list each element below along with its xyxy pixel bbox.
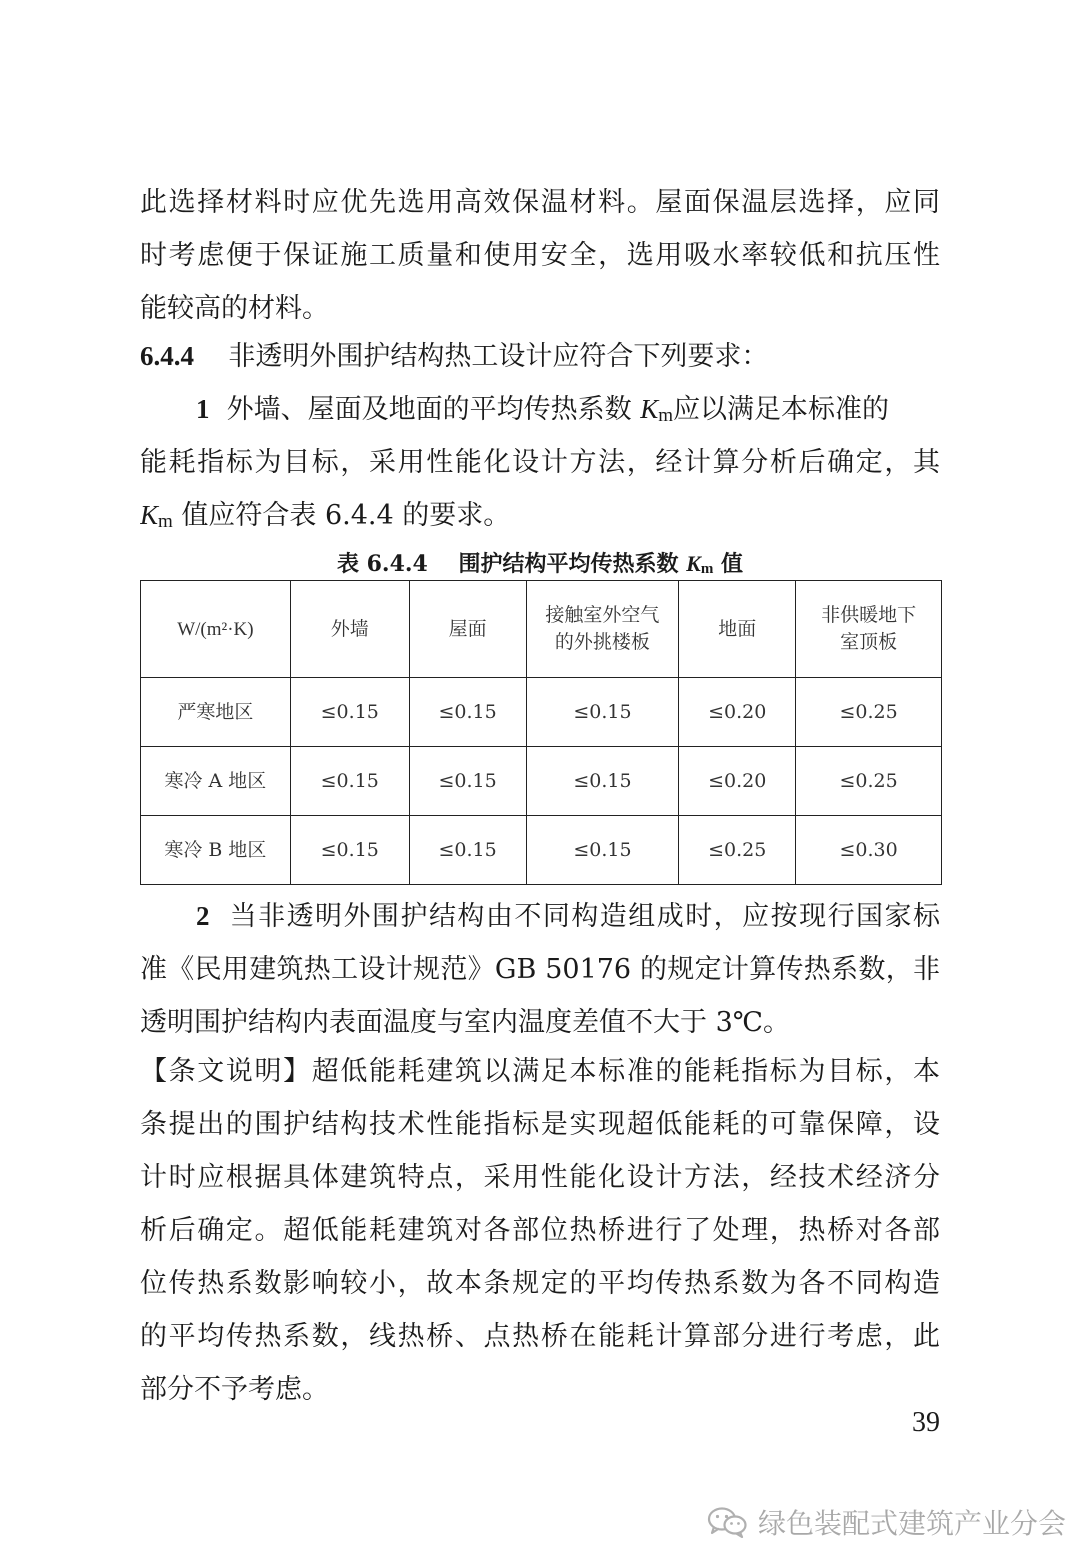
table-corner-unit: W/(m²·K) <box>141 581 291 678</box>
value-cell: ≤0.20 <box>679 678 796 747</box>
value-cell: ≤0.15 <box>526 747 679 816</box>
header-cell: 外墙 <box>290 581 409 678</box>
table-caption <box>140 548 940 583</box>
section-number: 6.4.4 <box>140 341 194 371</box>
caption-suffix: 值 <box>721 551 744 577</box>
value-cell: ≤0.15 <box>290 747 409 816</box>
m-subscript: m <box>658 405 674 426</box>
item-number: 1 <box>196 394 210 424</box>
value-cell: ≤0.15 <box>290 816 409 885</box>
region-cell: 寒冷 A 地区 <box>141 747 291 816</box>
m-subscript: m <box>158 511 173 532</box>
caption-number: 表 6.4.4 <box>336 551 428 577</box>
explanation-label: 【条文说明】 <box>140 1056 312 1087</box>
caption-k-symbol: K <box>686 551 701 576</box>
k-symbol: K <box>140 500 159 530</box>
value-cell: ≤0.15 <box>526 678 679 747</box>
page-number: 39 <box>912 1407 940 1438</box>
clause-item-2 <box>140 890 940 1049</box>
text-line: 计时应根据具体建筑特点，采用性能化设计方法，经技术经济分 <box>140 1162 940 1193</box>
value-cell: ≤0.15 <box>526 816 679 885</box>
header-cell: 接触室外空气 的外挑楼板 <box>526 581 679 678</box>
table-header-row <box>141 581 942 678</box>
text-line: 时考虑便于保证施工质量和使用安全，选用吸水率较低和抗压性 <box>140 240 940 271</box>
item-number: 2 <box>196 901 210 931</box>
table-row <box>141 678 942 747</box>
clause-item-1 <box>140 383 940 542</box>
caption-m-subscript: m <box>700 561 714 577</box>
watermark-text: 绿色装配式建筑产业分会 <box>758 1507 1067 1540</box>
text-line: 析后确定。超低能耗建筑对各部位热桥进行了处理，热桥对各部 <box>140 1215 940 1246</box>
item-text: 值应符合表 6.4.4 的要求。 <box>181 500 511 531</box>
value-cell: ≤0.15 <box>409 678 526 747</box>
text-line: 此选择材料时应优先选用高效保温材料。屋面保温层选择，应同 <box>140 187 940 218</box>
value-cell: ≤0.15 <box>409 816 526 885</box>
text-line: 能耗指标为目标，采用性能化设计方法，经计算分析后确定，其 <box>140 447 940 478</box>
section-title: 非透明外围护结构热工设计应符合下列要求： <box>228 341 769 372</box>
value-cell: ≤0.15 <box>290 678 409 747</box>
thermal-coefficient-table <box>140 580 942 885</box>
header-cell: 屋面 <box>409 581 526 678</box>
item-text: 应以满足本标准的 <box>673 394 890 425</box>
region-cell: 寒冷 B 地区 <box>141 816 291 885</box>
text-line: 透明围护结构内表面温度与室内温度差值不大于 3℃。 <box>140 1007 790 1038</box>
item-text: 当非透明外围护结构由不同构造组成时，应按现行国家标 <box>229 901 940 932</box>
section-heading <box>140 330 940 383</box>
text-line: 条提出的围护结构技术性能指标是实现超低能耗的可靠保障，设 <box>140 1109 940 1140</box>
item-text: 外墙、屋面及地面的平均传热系数 <box>226 394 632 425</box>
wechat-icon <box>706 1506 748 1538</box>
text-line: 位传热系数影响较小，故本条规定的平均传热系数为各不同构造 <box>140 1268 940 1299</box>
value-cell: ≤0.15 <box>409 747 526 816</box>
paragraph-intro <box>140 176 940 335</box>
table-row <box>141 816 942 885</box>
header-cell: 非供暖地下 室顶板 <box>796 581 942 678</box>
region-cell: 严寒地区 <box>141 678 291 747</box>
header-cell: 地面 <box>679 581 796 678</box>
value-cell: ≤0.25 <box>796 747 942 816</box>
value-cell: ≤0.25 <box>679 816 796 885</box>
explanation-text: 超低能耗建筑以满足本标准的能耗指标为目标，本 <box>311 1056 940 1087</box>
k-symbol: K <box>640 394 659 424</box>
watermark <box>706 1502 1066 1542</box>
clause-explanation <box>140 1045 940 1416</box>
value-cell: ≤0.30 <box>796 816 942 885</box>
value-cell: ≤0.20 <box>679 747 796 816</box>
text-line: 能较高的材料。 <box>140 293 329 324</box>
table-row <box>141 747 942 816</box>
text-line: 准《民用建筑热工设计规范》GB 50176 的规定计算传热系数，非 <box>140 954 940 985</box>
text-line: 的平均传热系数，线热桥、点热桥在能耗计算部分进行考虑，此 <box>140 1321 940 1352</box>
text-line: 部分不予考虑。 <box>140 1374 329 1405</box>
value-cell: ≤0.25 <box>796 678 942 747</box>
caption-text: 围护结构平均传热系数 <box>458 551 679 577</box>
